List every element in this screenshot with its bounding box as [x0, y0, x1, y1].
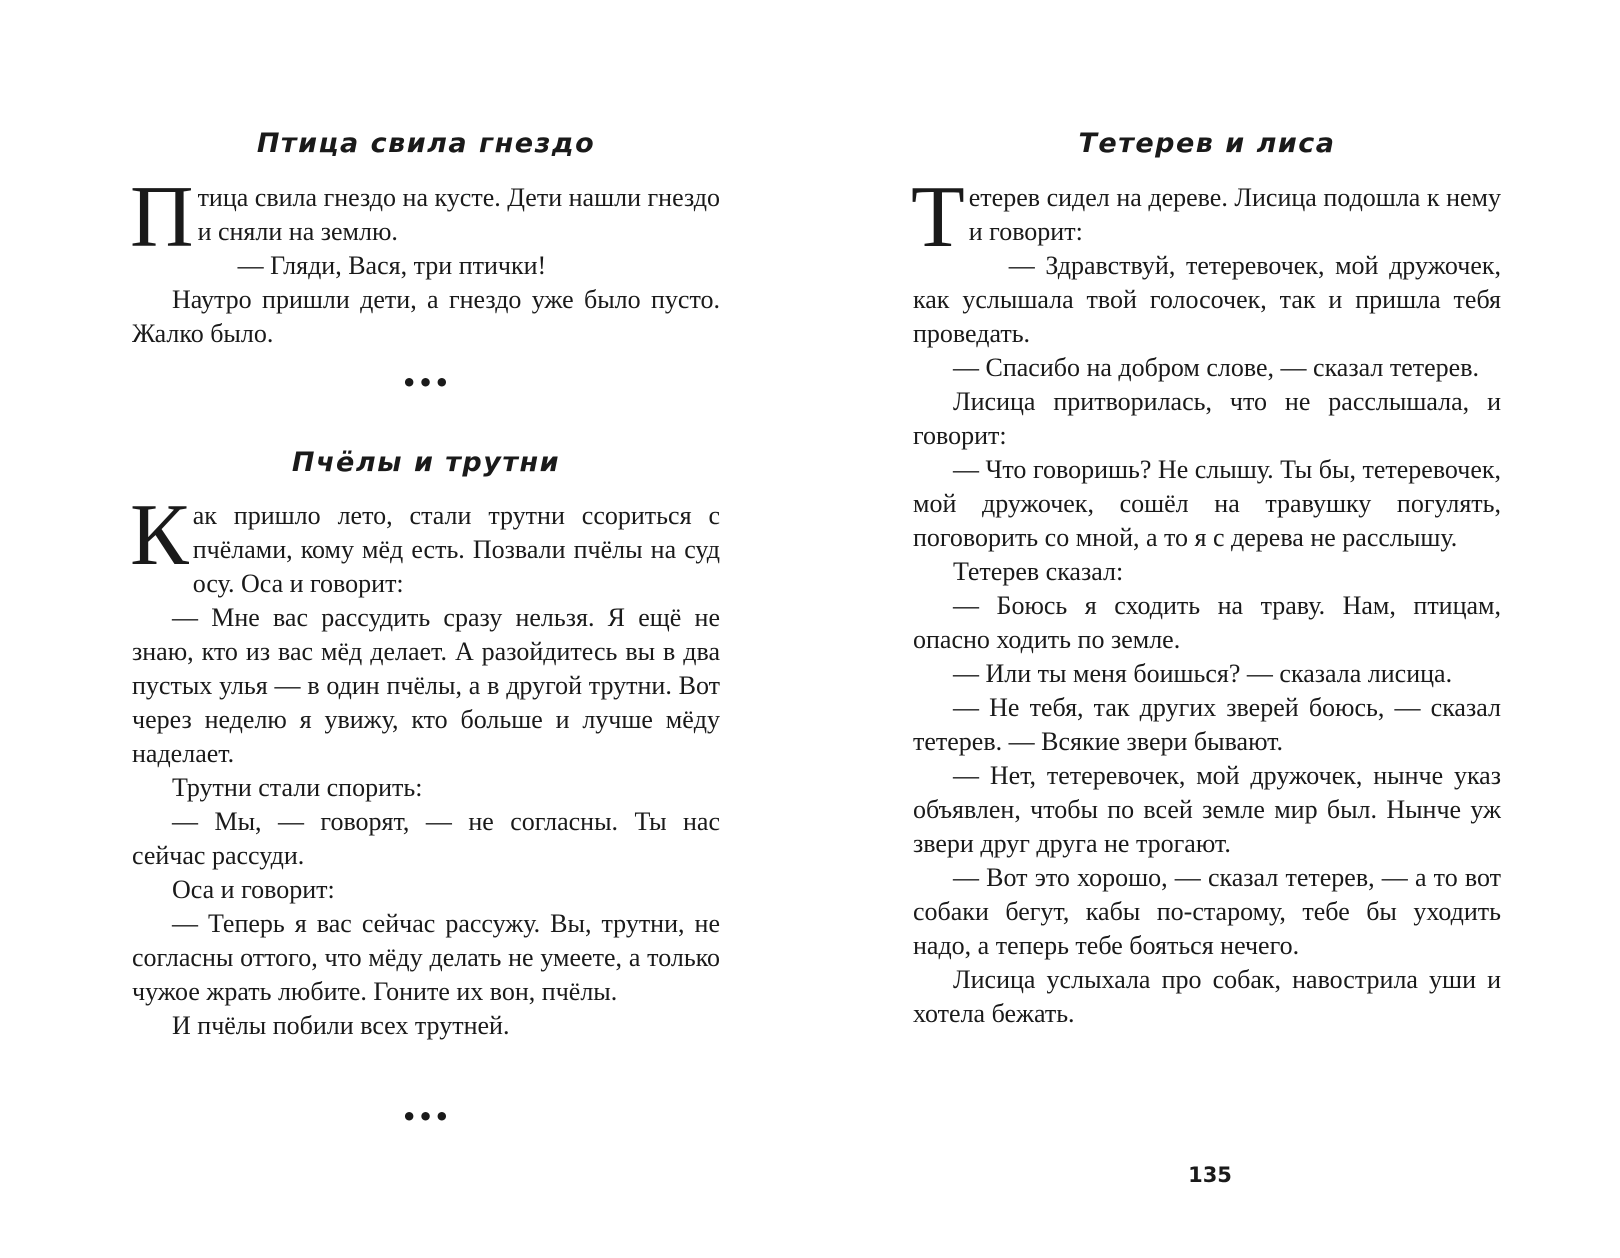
story-grouse-fox-body: [911, 169, 1501, 1031]
story-paragraph: Лисица услыхала про собак, навострила уши и хотела бежать.: [913, 965, 1501, 1028]
story-grouse-fox: [913, 126, 1501, 162]
story-paragraph: Как пришло лето, стали трутни ссориться с пчёлами, кому мёд есть. Позвали пчёлы на суд осу. Оса и говорит:: [130, 487, 720, 598]
story-bees-drones-body: [130, 487, 720, 1043]
story-paragraph: Трутни стали спорить:: [172, 773, 423, 802]
story-paragraph: — Гляди, Вася, три птички!: [237, 251, 547, 280]
story-paragraph: Тетерев сказал:: [953, 557, 1124, 586]
section-separator: •••: [401, 369, 451, 397]
story-paragraph: — Не тебя, так других зверей боюсь, — сказал тетерев. — Всякие звери бывают.: [913, 693, 1501, 756]
story-bird-nest-body: [130, 169, 720, 351]
story-paragraph: — Здравствуй, тетеревочек, мой дружочек, как услышала твой голосочек, так и пришла тебя проведать.: [913, 251, 1501, 348]
story-bird-nest: [132, 126, 720, 162]
story-paragraph: — Спасибо на добром слове, — сказал тетерев.: [953, 353, 1479, 382]
section-separator: •••: [401, 1103, 451, 1131]
story-paragraph: Тетерев сидел на дереве. Лисица подошла к нему и говорит:: [911, 169, 1501, 266]
story-paragraph: — Мне вас рассудить сразу нельзя. Я ещё не знаю, кто из вас мёд делает. А разойдитесь вы в два пустых улья — в один пчёлы, а в другой трутни. Вот через неделю я увижу, кто больше и лучше мёду наделает.: [132, 603, 720, 768]
story-paragraph: — Или ты меня боишься? — сказала лисица.: [953, 659, 1453, 688]
page-number: 135: [1188, 1163, 1232, 1187]
drop-cap: Т: [911, 169, 965, 266]
story-paragraph: Лисица притворилась, что не расслышала, и говорит:: [913, 387, 1501, 450]
story-paragraph: — Теперь я вас сейчас рассужу. Вы, трутни, не согласны оттого, что мёду делать не умеете, а только чужое жрать любите. Гоните их вон, пчёлы.: [132, 909, 720, 1006]
story-paragraph: И пчёлы побили всех трутней.: [172, 1011, 510, 1040]
story-paragraph: — Боюсь я сходить на траву. Нам, птицам, опасно ходить по земле.: [913, 591, 1501, 654]
story-paragraph: Наутро пришли дети, а гнездо уже было пусто. Жалко было.: [132, 285, 720, 348]
story-paragraph: Птица свила гнездо на кусте. Дети нашли гнездо и сняли на землю.: [130, 169, 720, 266]
drop-cap: К: [130, 487, 189, 584]
story-paragraph: — Вот это хорошо, — сказал тетерев, — а то вот собаки бегут, кабы по-старому, тебе бы уходить надо, а теперь тебе бояться нечего.: [913, 863, 1501, 960]
story-bees-drones: [132, 445, 720, 481]
story-paragraph: Оса и говорит:: [172, 875, 335, 904]
story-paragraph: — Нет, тетеревочек, мой дружочек, нынче указ объявлен, чтобы по всей земле мир был. Нынче уж звери друг друга не трогают.: [913, 761, 1501, 858]
story-paragraph: — Что говоришь? Не слышу. Ты бы, тетеревочек, мой дружочек, сошёл на травушку погулять, поговорить со мной, а то я с дерева не расслышу.: [913, 455, 1501, 552]
story-title: Птица свила гнездо: [256, 128, 596, 159]
story-title: Пчёлы и трутни: [291, 447, 561, 478]
story-title: Тетерев и лиса: [1078, 128, 1336, 159]
story-paragraph: — Мы, — говорят, — не согласны. Ты нас сейчас рассуди.: [132, 807, 720, 870]
drop-cap: П: [130, 169, 194, 266]
